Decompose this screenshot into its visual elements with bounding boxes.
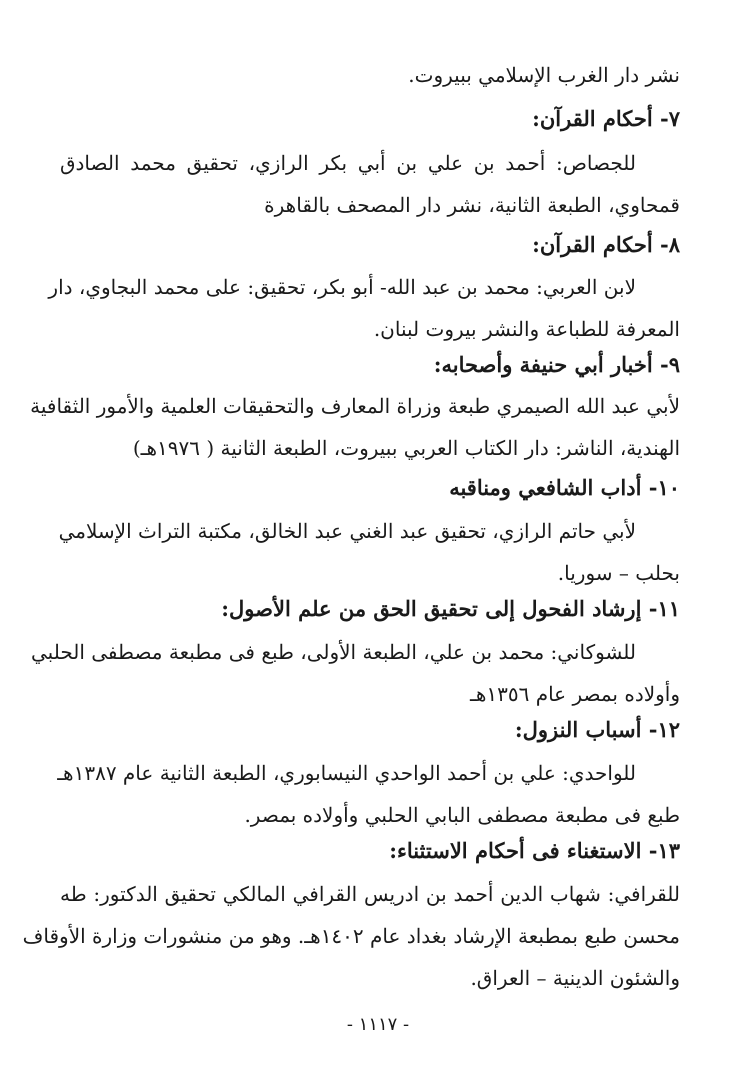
entry-9-line-1: لأبي عبد الله الصيمري طبعة وزراة المعارف والتحقيقات العلمية والأمور الثقافية xyxy=(30,394,680,418)
document-page xyxy=(22,60,680,1030)
entry-11-line-1: للشوكاني: محمد بن علي، الطبعة الأولى، طبع فى مطبعة مصطفى الحلبي xyxy=(31,640,636,664)
entry-13-line-2: محسن طبع بمطبعة الإرشاد بغداد عام ١٤٠٢هـ. وهو من منشورات وزارة الأوقاف xyxy=(22,924,680,948)
entry-heading-13: ١٣- الاستغناء فى أحكام الاستثناء: xyxy=(389,838,680,863)
entry-heading-12: ١٢- أسباب النزول: xyxy=(514,717,680,742)
entry-heading-7: ٧- أحكام القرآن: xyxy=(532,106,680,131)
entry-heading-11: ١١- إرشاد الفحول إلى تحقيق الحق من علم الأصول: xyxy=(221,596,680,621)
entry-heading-8: ٨- أحكام القرآن: xyxy=(532,232,680,257)
entry-10-line-2: بحلب – سوريا. xyxy=(557,561,680,585)
entry-7-line-2: قمحاوي، الطبعة الثانية، نشر دار المصحف بالقاهرة xyxy=(264,193,680,217)
entry-10-line-1: لأبي حاتم الرازي، تحقيق عبد الغني عبد الخالق، مكتبة التراث الإسلامي xyxy=(58,519,636,543)
entry-8-line-2: المعرفة للطباعة والنشر بيروت لبنان. xyxy=(373,317,680,341)
text-line-publisher: نشر دار الغرب الإسلامي ببيروت. xyxy=(408,63,680,87)
entry-9-line-2: الهندية، الناشر: دار الكتاب العربي ببيروت، الطبعة الثانية ( ١٩٧٦هـ) xyxy=(132,436,680,460)
entry-13-line-1: للقرافي: شهاب الدين أحمد بن ادريس القرافي المالكي تحقيق الدكتور: طه xyxy=(60,882,680,906)
entry-12-line-1: للواحدي: علي بن أحمد الواحدي النيسابوري، الطبعة الثانية عام ١٣٨٧هـ xyxy=(57,761,636,785)
page-number: - ١١١٧ - xyxy=(346,1014,410,1035)
entry-heading-9: ٩- أخبار أبي حنيفة وأصحابه: xyxy=(433,352,680,377)
entry-8-line-1: لابن العربي: محمد بن عبد الله- أبو بكر، تحقيق: على محمد البجاوي، دار xyxy=(48,275,636,299)
entry-7-line-1: للجصاص: أحمد بن علي بن أبي بكر الرازي، تحقيق محمد الصادق xyxy=(60,151,636,175)
entry-12-line-2: طبع فى مطبعة مصطفى البابي الحلبي وأولاده بمصر. xyxy=(244,803,680,827)
entry-heading-10: ١٠- أداب الشافعي ومناقبه xyxy=(449,475,680,500)
entry-11-line-2: وأولاده بمصر عام ١٣٥٦هـ xyxy=(469,682,680,706)
entry-13-line-3: والشئون الدينية – العراق. xyxy=(470,966,680,990)
